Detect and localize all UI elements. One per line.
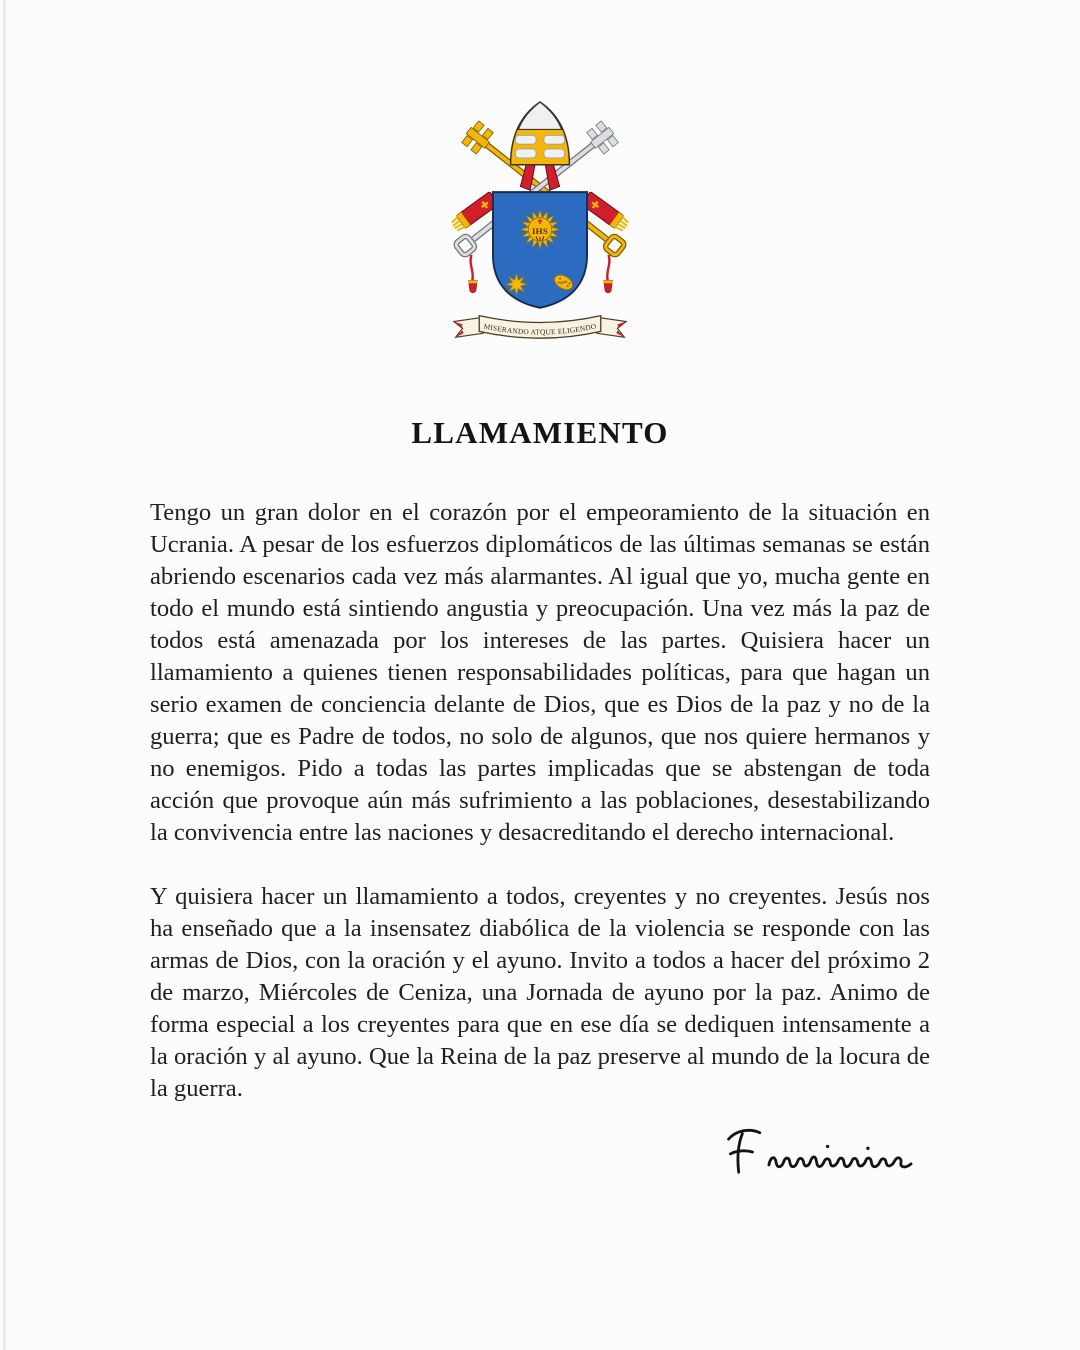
papal-crest bbox=[0, 0, 1080, 353]
mitre-icon bbox=[511, 102, 570, 165]
motto-text: MISERANDO ATQUE ELIGENDO bbox=[482, 321, 598, 337]
document-body bbox=[150, 497, 930, 1105]
signature-franciscus bbox=[717, 1119, 929, 1185]
paragraph: Tengo un gran dolor en el corazón por el empeoramiento de la situación en Ucrania. A pesar de los esfuerzos diplomáticos de las últimas semanas se están abriendo escenarios cada vez más alarmantes. Al igual que yo, mucha gente en todo el mundo está sintiendo angustia y preocupación. Una vez más la paz de todos está amenazada por los intereses de las partes. Quisiera hacer un llamamiento a quienes tienen responsabilidades políticas, para que hagan un serio examen de conciencia delante de Dios, que es Dios de la paz y no de la guerra; que es Padre de todos, no solo de algunos, que nos quiere hermanos y no enemigos. Pido a todas las partes implicadas que se abstengan de toda acción que provoque aún más sufrimiento a las poblaciones, desestabilizando la convivencia entre las naciones y desacreditando el derecho internacional. bbox=[150, 499, 930, 846]
ihs-sun-icon bbox=[520, 210, 559, 249]
ihs-monogram: IHS bbox=[531, 225, 549, 236]
signature-row bbox=[149, 1119, 931, 1185]
motto-banner bbox=[454, 316, 626, 339]
tassel-right-icon bbox=[604, 255, 613, 293]
paragraph: Y quisiera hacer un llamamiento a todos, creyentes y no creyentes. Jesús nos ha enseñado que a la insensatez diabólica de la violencia se responde con las armas de Dios, con la oración y el ayuno. Invito a todos a hacer del próximo 2 de marzo, Miércoles de Ceniza, una Jornada de ayuno por la paz. Animo de forma especial a los creyentes para que en ese día se dediquen intensamente a la oración y al ayuno. Que la Reina de la paz preserve al mundo de la locura de la guerra. bbox=[150, 883, 930, 1102]
star-icon bbox=[505, 273, 528, 296]
tassel-left-icon bbox=[468, 255, 477, 293]
page-left-edge bbox=[3, 0, 6, 1350]
document-title: LLAMAMIENTO bbox=[411, 415, 669, 450]
papal-crest-icon bbox=[442, 96, 638, 353]
